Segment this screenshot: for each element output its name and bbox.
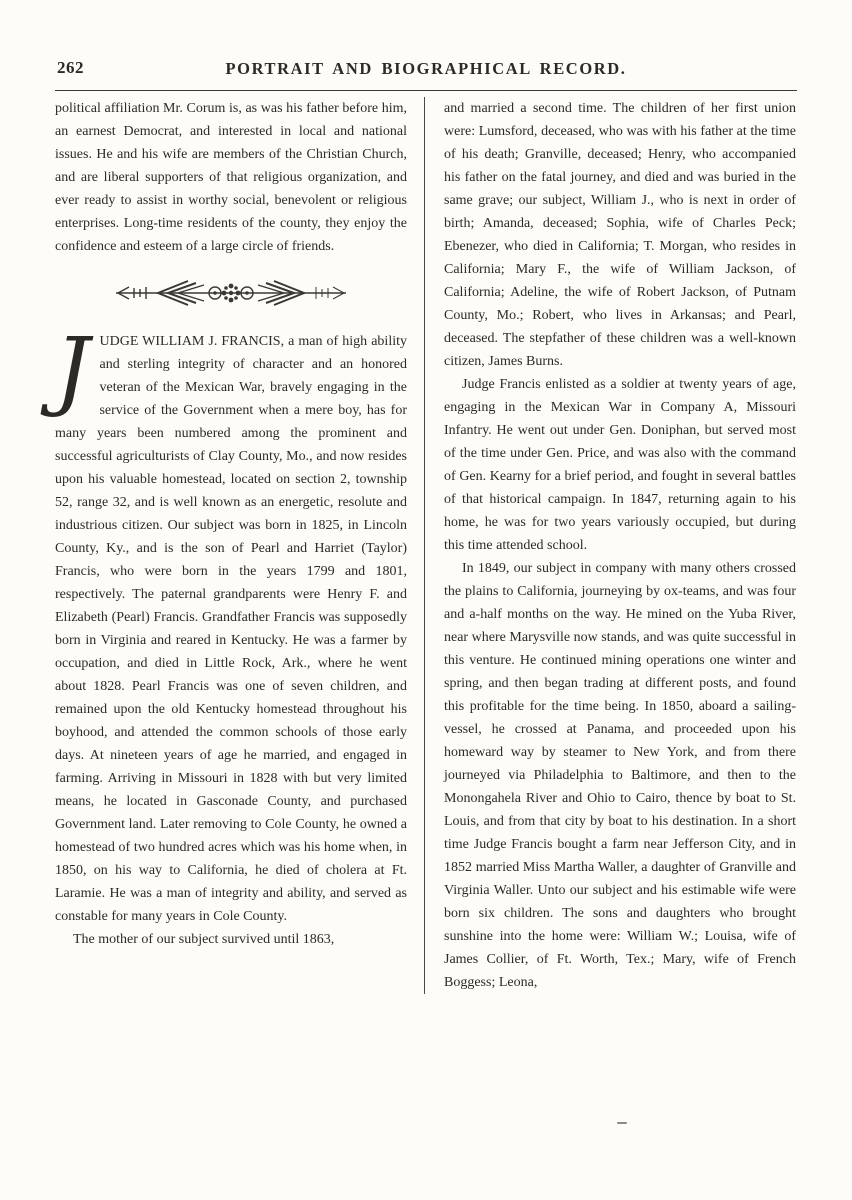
body-paragraph: Judge Francis enlisted as a soldier at twenty years of age, engaging in the Mexican War in Company A, Missouri Infantry. He went out under Gen. Doniphan, but served most of the time under Gen. Price, and was also with the command of Gen. Kearny for a brief period, and fought in several battles of that historical campaign. In 1847, returning again to his home, he was for two years variously occupied, but during this time attended school. bbox=[444, 377, 796, 553]
article-opening-paragraph bbox=[55, 320, 407, 928]
page-header bbox=[55, 52, 797, 86]
running-title: PORTRAIT AND BIOGRAPHICAL RECORD. bbox=[225, 59, 627, 78]
page-content bbox=[55, 52, 797, 994]
page-number: 262 bbox=[57, 58, 84, 77]
scan-artifact bbox=[617, 1122, 627, 1124]
divider-ornament-icon bbox=[116, 278, 346, 308]
left-column bbox=[55, 97, 424, 994]
body-paragraph: The mother of our subject survived until 1863, bbox=[73, 932, 335, 947]
body-paragraph: In 1849, our subject in company with many others crossed the plains to California, journeying by ox-teams, and was four and a-half months on the way. He mined on the Yuba River, near where Marysville now stands, and was quite successful in this venture. He continued mining operations one winter and spring, and then began trading at different posts, and found this profitable for the time being. In 1850, aboard a sailing-vessel, he crossed at Panama, and proceeded upon his homeward way by steamer to New York, and from there journeyed via Philadelphia to Baltimore, and then to the Monongahela River and Ohio to Cairo, thence by boat to St. Louis, and from that city by boat to his destination. In a short time Judge Francis bought a farm near Jefferson City, and in 1852 married Miss Martha Waller, a daughter of Granville and Virginia Waller. Unto our subject and his estimable wife were born six children. The sons and daughters who brought sunshine into the home were: William W.; Louisa, wife of James Collier, of Ft. Worth, Tex.; Mary, wife of French Boggess; Leona, bbox=[444, 561, 796, 990]
header-rule bbox=[55, 90, 797, 91]
right-column bbox=[424, 97, 796, 994]
body-paragraph: political affiliation Mr. Corum is, as was his father before him, an earnest Democrat, and interested in local and national issues. He and his wife are members of the Christian Church, and are liberal supporters of that religious organization, and ever ready to assist in worthy social, benevolent or religious enterprises. Long-time residents of the county, they enjoy the confidence and esteem of a large circle of friends. bbox=[55, 101, 407, 254]
section-divider bbox=[55, 278, 407, 308]
body-paragraph: and married a second time. The children of her first union were: Lumsford, deceased, who was with his father at the time of his death; Granville, deceased; Henry, who accompanied his father on the fatal journey, and died and was buried in the same grave; our subject, William J., who is next in order of birth; Amanda, deceased; Sophia, wife of Charles Peck; Ebenezer, who died in California; T. Morgan, who resides in California; Mary F., the wife of William Jackson, of California; Adeline, the wife of Robert Jackson, of Putnam County, Mo.; Robert, who lives in Arkansas; and Pearl, deceased. The stepfather of these children was a well-known citizen, James Burns. bbox=[444, 101, 796, 369]
article-opening-text: UDGE WILLIAM J. FRANCIS, a man of high ability and sterling integrity of character and an honored veteran of the Mexican War, bravely engaging in the service of the Government when a mere boy, has for many years been numbered among the prominent and successful agriculturists of Clay County, Mo., and now resides upon his valuable homestead, located on section 2, township 52, range 32, and is well known as an energetic, resolute and industrious citizen. Our subject was born in 1825, in Lincoln County, Ky., and is the son of Pearl and Harriet (Taylor) Francis, who were born in the years 1799 and 1801, respectively. The paternal grandparents were Henry F. and Elizabeth (Pearl) Francis. Grandfather Francis was supposedly born in Virginia and reared in Kentucky. He was a farmer by occupation, and died in Little Rock, Ark., where he went about 1828. Pearl Francis was one of seven children, and remained upon the old Kentucky homestead throughout his boyhood, and attended the common schools of those early days. At nineteen years of age he married, and engaged in farming. Arriving in Missouri in 1828 with but very limited means, he located in Gasconade County, and purchased Government land. Later removing to Cole County, he owned a homestead of two hundred acres which was his home when, in 1850, on his way to California, he died of cholera at Ft. Laramie. He was a man of integrity and ability, and served as constable for many years in Cole County. bbox=[55, 334, 407, 924]
dropcap-initial: J bbox=[55, 320, 90, 420]
two-column-layout bbox=[55, 97, 797, 994]
